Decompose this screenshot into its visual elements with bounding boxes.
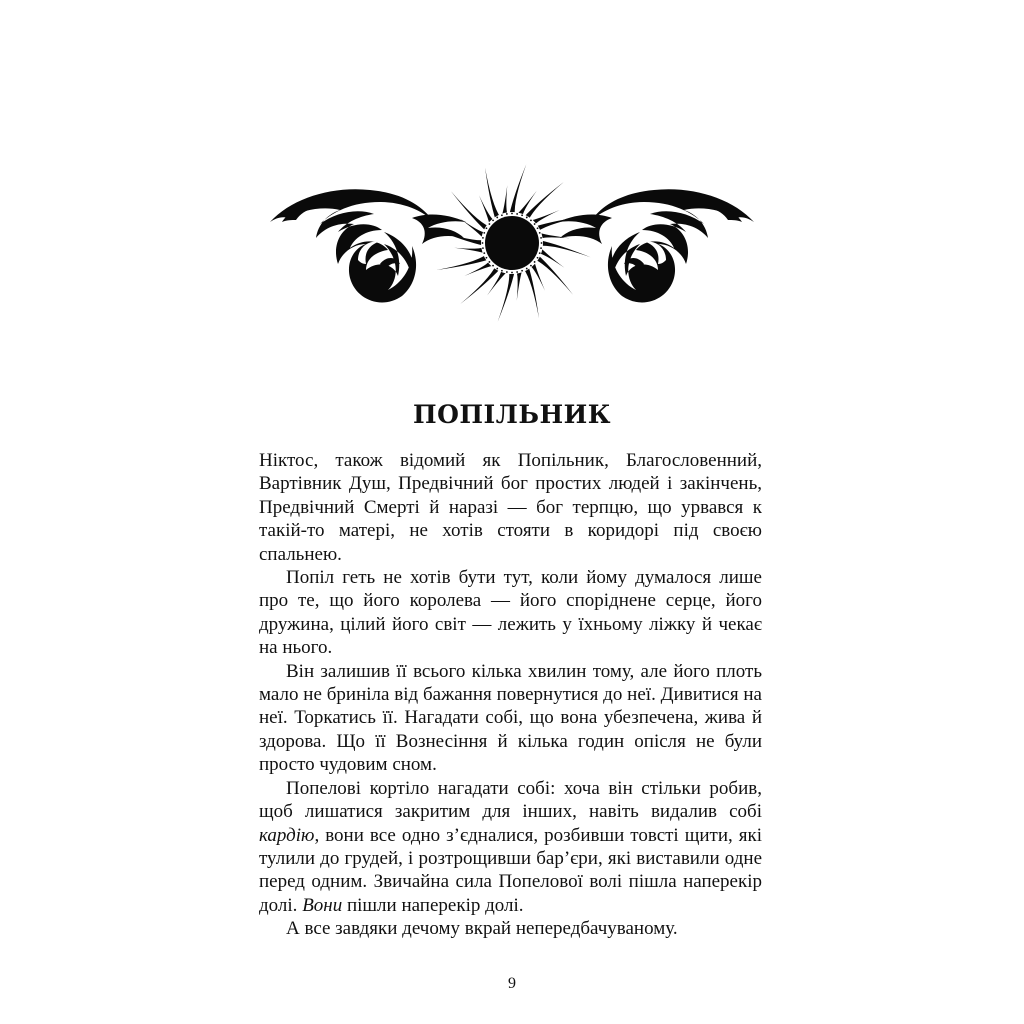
sun-ring-dot xyxy=(540,237,542,239)
sun-ring-dot xyxy=(506,271,508,273)
sun-ring-dot xyxy=(541,242,543,244)
sun-ring-dot xyxy=(516,271,518,273)
sun-ray xyxy=(501,185,508,217)
sun-ring-dot xyxy=(496,217,498,219)
sun-ring-dot xyxy=(539,232,541,234)
text-segment: Він залишив її всього кілька хвилин тому, але його плоть мало не бриніла від бажання повернутися до неї. Дивитися на неї. Торкатись її. Нагадати собі, що вона убезпечена, жива й здорова. Що її Вознесіння й кілька годин опісля не були просто чудовим сном. xyxy=(259,660,762,776)
sun-ray xyxy=(454,247,486,254)
paragraph xyxy=(259,449,762,566)
chapter-body-text xyxy=(259,449,762,941)
sun-ring-dot xyxy=(496,268,498,270)
sun-ring-dot xyxy=(526,217,528,219)
text-segment: А все завдяки дечому вкрай непередбачуваному. xyxy=(286,918,678,940)
sun-ring-dot xyxy=(482,242,484,244)
sun-ring-dot xyxy=(534,223,536,225)
sun-ring-dot xyxy=(534,261,536,263)
chapter-title: ПОПІЛЬНИК xyxy=(413,400,611,429)
sun-ring-dot xyxy=(511,213,513,215)
sun-ring-dot xyxy=(486,227,488,229)
sun-ring-dot xyxy=(492,265,494,267)
sun-ray xyxy=(516,269,523,301)
sun-ring-dot xyxy=(530,265,532,267)
sun-ring-dot xyxy=(506,213,508,215)
sun-ring-dot xyxy=(540,247,542,249)
paragraph xyxy=(259,917,762,940)
sun-ring-dot xyxy=(539,252,541,254)
italic-text-segment: кардію xyxy=(259,824,315,846)
sun-ring-dot xyxy=(483,252,485,254)
text-segment: , вони все одно з’єдналися, розбивши товсті щити, які тулили до грудей, і розтрощивши бар’єри, які виставили одне перед одним. Звичайна сила Попелової волі пішла наперекір долі. xyxy=(259,824,762,916)
sun-ring-dot xyxy=(489,223,491,225)
sun-ring-dot xyxy=(516,213,518,215)
sun-ring-dot xyxy=(526,268,528,270)
sun-ring-dot xyxy=(489,261,491,263)
page-number: 9 xyxy=(508,975,516,992)
sun-ring-dot xyxy=(483,232,485,234)
text-segment: пішли наперекір долі. xyxy=(342,894,524,916)
sun-ring-dot xyxy=(482,237,484,239)
sun-ring-dot xyxy=(521,270,523,272)
text-segment: Ніктос, також відомий як Попільник, Благословенний, Вартівник Душ, Предвічний бог простих людей і закінчень, Предвічний Смерті й наразі — бог терпцю, що урвався к такій-то матері, не хотів стояти в коридорі під своєю спальнею. xyxy=(259,450,762,565)
sun-ring-dot xyxy=(537,257,539,259)
sun-ring-dot xyxy=(511,272,513,274)
sun-flourish-ornament-icon xyxy=(262,160,762,335)
text-segment: Попелові кортіло нагадати собі: хоча він стільки робив, щоб лишатися закритим для інших, навіть видалив собі xyxy=(259,777,762,823)
italic-text-segment: Вони xyxy=(302,894,343,916)
sun-ring-dot xyxy=(492,220,494,222)
text-segment: Попіл геть не хотів бути тут, коли йому думалося лише про те, що його королева — його споріднене серце, його дружина, цілий його світ — лежить у їхньому ліжку й чекає на нього. xyxy=(259,567,762,659)
paragraph xyxy=(259,777,762,917)
paragraph xyxy=(259,660,762,777)
sun-ring-dot xyxy=(486,257,488,259)
sun-ring-dot xyxy=(530,220,532,222)
sun-ring-dot xyxy=(482,247,484,249)
sun-ring-dot xyxy=(521,214,523,216)
paragraph xyxy=(259,566,762,660)
sun-ring-dot xyxy=(501,214,503,216)
sun-ring-dot xyxy=(501,270,503,272)
sun-ring-dot xyxy=(537,227,539,229)
